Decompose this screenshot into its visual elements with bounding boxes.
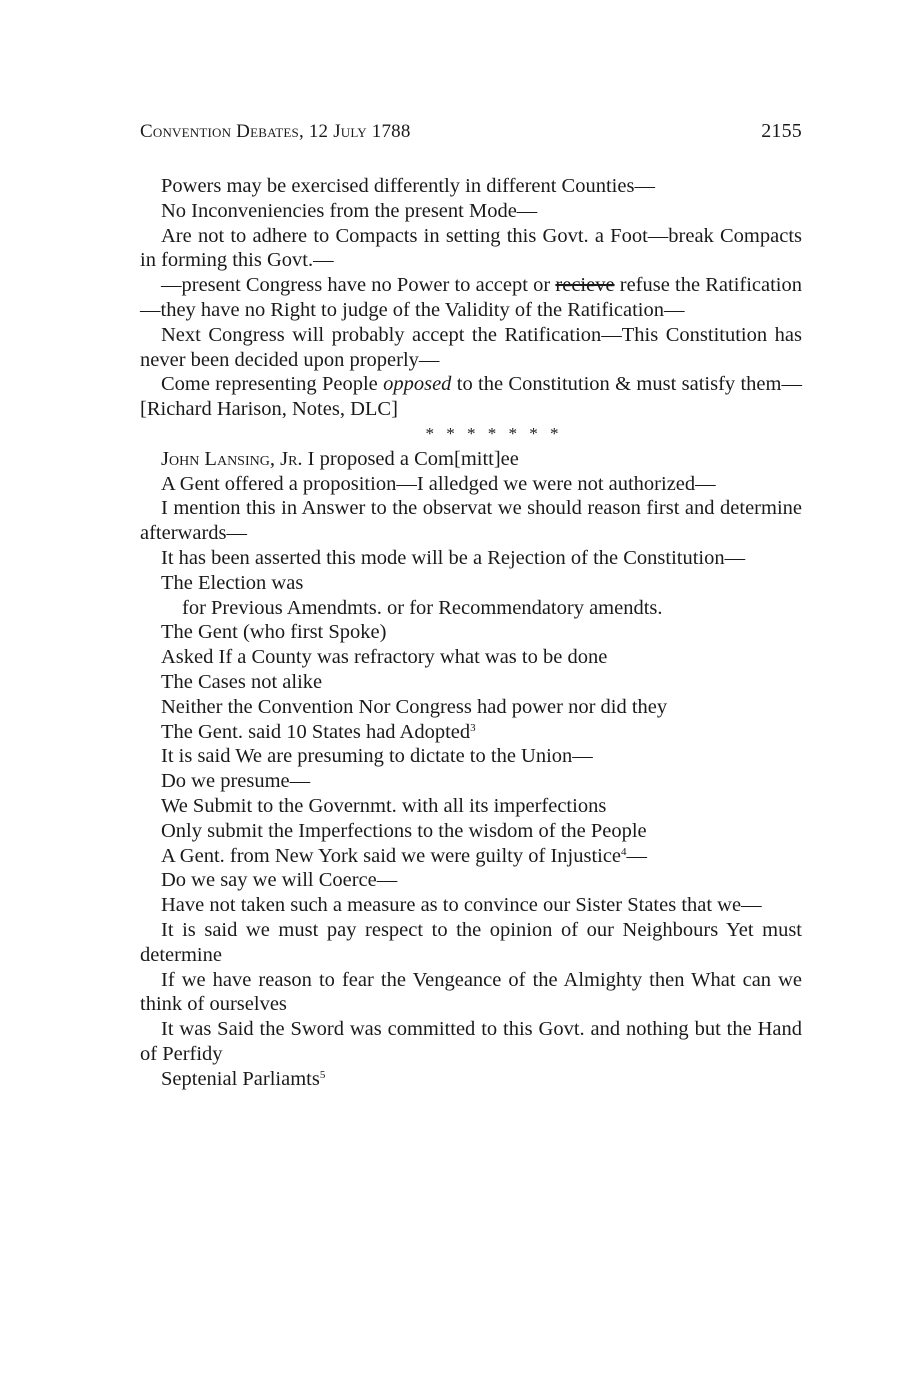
paragraph <box>140 1067 802 1092</box>
paragraph: It is said We are presuming to dictate to the Union— <box>161 745 593 768</box>
document-body <box>140 174 802 1091</box>
paragraph-text: to the Constitution & must satisfy them— [Richard Harison, Notes, DLC] <box>140 373 802 421</box>
footnote-marker[interactable]: 5 <box>319 1068 326 1081</box>
paragraph-text: —present Congress have no Power to accept or <box>161 274 556 297</box>
page-number: 2155 <box>761 120 802 142</box>
running-title: Convention Debates, 12 July 1788 <box>140 121 411 142</box>
paragraph-text: A Gent. from New York said we were guilty of Injustice <box>161 844 622 867</box>
paragraph: We Submit to the Governmt. with all its imperfections <box>161 794 607 817</box>
paragraph-text: The Gent. said 10 States had Adopted <box>161 720 471 743</box>
paragraph-text: Septenial Parliamts <box>161 1067 320 1090</box>
paragraph <box>140 372 802 422</box>
paragraph: The Gent (who first Spoke) <box>161 621 387 644</box>
struck-word: recieve <box>555 274 615 297</box>
paragraph: Do we say we will Coerce— <box>161 869 398 892</box>
paragraph: A Gent offered a proposition—I alledged we were not authorized— <box>161 472 716 495</box>
paragraph: I mention this in Answer to the observat we should reason first and determine afterwards— <box>140 497 802 545</box>
paragraph <box>140 844 802 869</box>
paragraph: If we have reason to fear the Vengeance of the Almighty then What can we think of ourselves <box>140 968 802 1016</box>
indented-line: for Previous Amendmts. or for Recommendatory amendts. <box>182 596 663 619</box>
paragraph <box>140 273 802 323</box>
paragraph: It was Said the Sword was committed to this Govt. and nothing but the Hand of Perfidy <box>140 1018 802 1065</box>
paragraph <box>140 720 802 745</box>
paragraph: Asked If a County was refractory what was to be done <box>161 646 608 669</box>
speaker-name: John Lansing, Jr. <box>161 447 303 470</box>
paragraph-text: I proposed a Com[mitt]ee <box>302 447 519 470</box>
paragraph: Neither the Convention Nor Congress had power nor did they <box>161 695 668 718</box>
paragraph: No Inconveniencies from the present Mode— <box>161 199 538 222</box>
paragraph: It has been asserted this mode will be a Rejection of the Constitution— <box>161 546 746 569</box>
paragraph: Do we presume— <box>161 770 311 793</box>
footnote-marker[interactable]: 3 <box>470 721 476 734</box>
paragraph-text: — <box>626 844 648 867</box>
italic-word: opposed <box>383 373 452 396</box>
paragraph: Next Congress will probably accept the Ratification—This Constitution has never been decided upon properly— <box>140 323 802 371</box>
running-head <box>140 120 802 156</box>
paragraph: Powers may be exercised differently in different Counties— <box>161 175 655 197</box>
paragraph: The Election was <box>161 571 304 594</box>
paragraph: It is said we must pay respect to the opinion of our Neighbours Yet must determine <box>140 918 802 966</box>
paragraph <box>140 447 802 472</box>
document-page <box>140 120 802 1091</box>
paragraph-text: refuse the Ratification—they have no Right to judge of the Validity of the Ratification— <box>140 274 802 321</box>
section-separator: * * * * * * * <box>425 423 563 443</box>
paragraph: Are not to adhere to Compacts in setting this Govt. a Foot—break Compacts in forming this Govt.— <box>140 224 802 272</box>
footnote-marker[interactable]: 4 <box>621 845 627 858</box>
paragraph: Only submit the Imperfections to the wisdom of the People <box>161 819 647 842</box>
paragraph: Have not taken such a measure as to convince our Sister States that we— <box>161 894 762 917</box>
paragraph-text: Come representing People <box>161 373 384 396</box>
paragraph: The Cases not alike <box>161 670 323 693</box>
